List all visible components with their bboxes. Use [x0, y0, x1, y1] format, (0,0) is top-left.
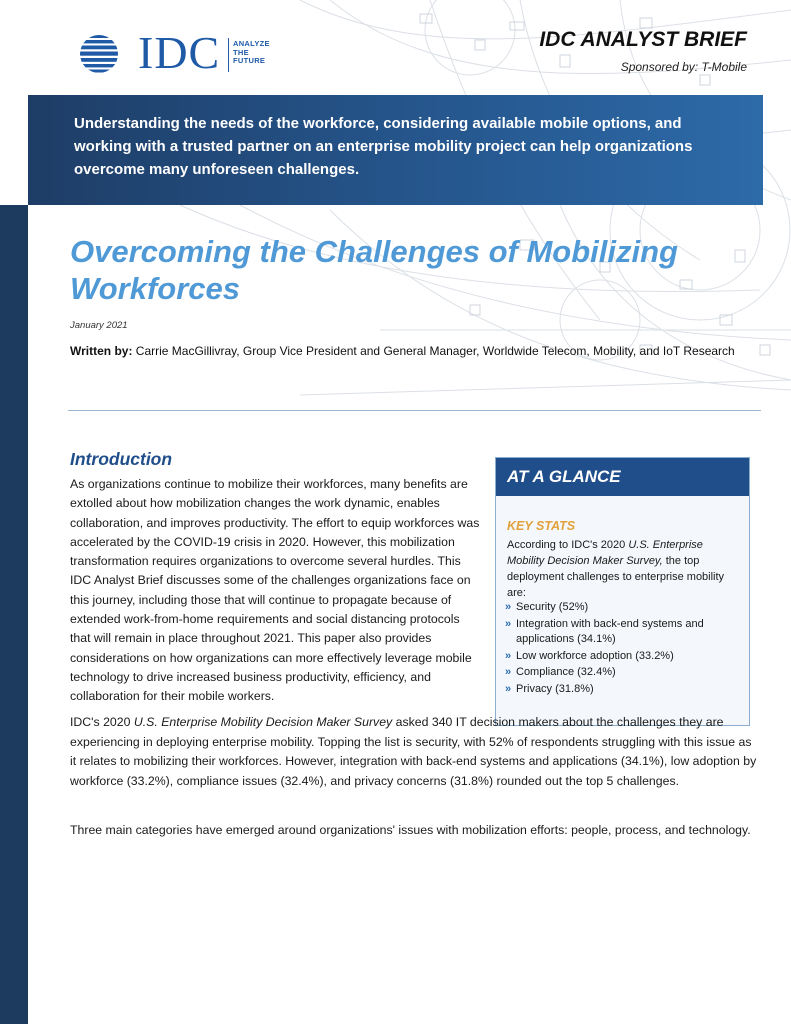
- chevron-double-right-icon: »: [505, 617, 512, 630]
- list-item: [505, 682, 743, 698]
- byline: [70, 343, 760, 360]
- key-stats-intro-text: the top deployment challenges to enterprise mobility are:: [507, 555, 725, 599]
- byline-label: Written by:: [70, 344, 133, 358]
- chevron-double-right-icon: »: [505, 649, 512, 662]
- survey-title: U.S. Enterprise Mobility Decision Maker Survey,: [507, 539, 703, 567]
- section-divider: [68, 410, 761, 411]
- introduction-heading: Introduction: [70, 449, 173, 469]
- left-accent-bar: [0, 205, 28, 1024]
- paragraph-text: IDC's 2020: [70, 715, 134, 729]
- chevron-double-right-icon: »: [505, 601, 512, 613]
- document-type-label: IDC ANALYST BRIEF: [539, 28, 747, 51]
- logo-tagline: [233, 40, 293, 66]
- logo-divider: [228, 38, 229, 72]
- document-title: Overcoming the Challenges of Mobilizing Workforces: [70, 234, 678, 306]
- introduction-body: As organizations continue to mobilize their workforces, many benefits are extolled about how mobilization changes the work dynamic, enables collaboration, and improves productivity. The effort to equip workforces was accelerated by the COVID-19 crisis in 2020. However, this mobilization transformation requires organizations to overcome several hurdles. This IDC Analyst Brief discusses some of the challenges organizations face on this journey, including those that will continue to propagate because of extended work-from-home requirements and social distancing protocols that will remain in place throughout 2021. This paper also provides considerations on how organizations can more effectively leverage mobile technology to drive increased business productivity, efficiency, and collaboration for their mobile workers.: [70, 477, 480, 704]
- at-a-glance-box: [495, 457, 750, 726]
- stat-text: Low workforce adoption (33.2%): [516, 649, 674, 662]
- banner-text: Understanding the needs of the workforce, considering available mobile options, and working with a trusted partner on an enterprise mobility project can help organizations overcome many unforeseen challenges.: [74, 115, 693, 178]
- survey-title: U.S. Enterprise Mobility Decision Maker Survey: [133, 715, 393, 729]
- stat-text: Integration with back-end systems and applications (34.1%): [516, 617, 704, 645]
- key-stats-label: KEY STATS: [507, 519, 576, 533]
- key-stats-list: [505, 600, 743, 698]
- idc-globe-logo-icon: [68, 34, 130, 74]
- list-item: [505, 649, 743, 665]
- body-paragraph: Three main categories have emerged around organizations' issues with mobilization efforts: people, process, and technology.: [70, 823, 751, 837]
- stat-text: Privacy (31.8%): [516, 682, 594, 695]
- sponsor-label: Sponsored by: T-Mobile: [620, 60, 747, 74]
- body-paragraph: [70, 713, 760, 791]
- logo-wordmark: IDC: [138, 27, 221, 78]
- chevron-double-right-icon: »: [505, 666, 512, 678]
- key-stats-intro-text: According to IDC's 2020: [507, 539, 629, 551]
- chevron-double-right-icon: »: [505, 682, 512, 695]
- stat-text: Security (52%): [516, 601, 589, 613]
- key-stats-intro: [507, 537, 742, 601]
- paragraph-text: asked 340 IT decision makers about the challenges they are experiencing in deploying enterprise mobility. Topping the list is security, with 52% of respondents struggling with this issue as it relates to mobilizing their workforces. However, integration with back-end systems and applications (34.1%), low adoption by workforce (33.2%), compliance issues (32.4%), and privacy concerns (31.8%) rounded out the top 5 challenges.: [70, 715, 757, 788]
- stat-text: Compliance (32.4%): [516, 666, 616, 678]
- logo-tagline-line: ANALYZE: [233, 39, 270, 48]
- publication-date: January 2021: [70, 320, 128, 331]
- list-item: [505, 600, 743, 616]
- summary-banner: [28, 95, 763, 205]
- logo-tagline-line: FUTURE: [233, 56, 266, 65]
- byline-authors: Carrie MacGillivray, Group Vice President and General Manager, Worldwide Telecom, Mobility, and IoT Research: [132, 344, 735, 358]
- logo-tagline-line: THE: [233, 47, 249, 57]
- list-item: [505, 617, 743, 648]
- list-item: [505, 665, 743, 681]
- idc-logo: [68, 27, 288, 78]
- at-a-glance-heading: AT A GLANCE: [496, 458, 749, 496]
